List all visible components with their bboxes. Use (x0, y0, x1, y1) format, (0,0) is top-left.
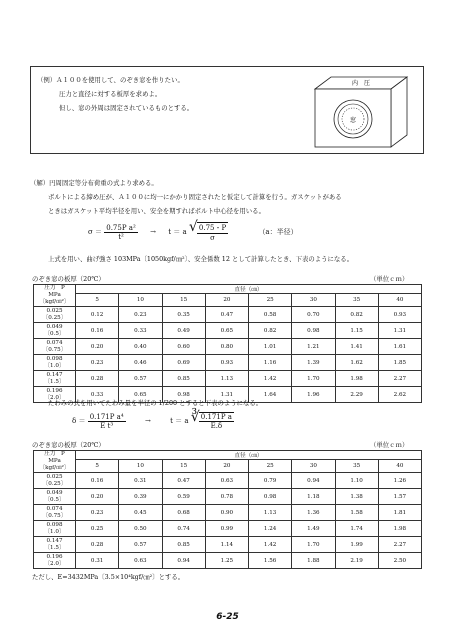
pressure-kgf: 〔1.5〕 (44, 378, 65, 385)
thickness-cell: 0.82 (335, 307, 378, 323)
table-1-title: のぞき窓の板厚（20℃） (32, 275, 105, 283)
thickness-cell: 0.25 (76, 521, 119, 537)
pressure-cell (34, 371, 76, 387)
thickness-cell: 1.74 (335, 521, 378, 537)
thickness-cell: 0.33 (76, 387, 119, 403)
pressure-cell (34, 505, 76, 521)
thickness-cell: 2.27 (378, 537, 421, 553)
pressure-header-line: 圧力 P (44, 451, 65, 458)
pressure-mpa: 0.098 (46, 355, 63, 362)
table-2-title: のぞき窓の板厚（20℃） (32, 441, 105, 449)
formula-1-sqrt-numerator: 0.75・P (198, 224, 227, 232)
window-label: 窓 (349, 117, 357, 124)
pressure-cell (34, 473, 76, 489)
thickness-cell: 0.20 (76, 339, 119, 355)
formula-1-fraction (104, 224, 138, 241)
thickness-cell: 0.50 (119, 521, 162, 537)
thickness-cell: 0.57 (119, 537, 162, 553)
formula-2-result: t ＝ a (170, 417, 189, 425)
thickness-cell: 1.13 (249, 505, 292, 521)
thickness-cell: 0.98 (162, 387, 205, 403)
thickness-cell: 1.21 (292, 339, 335, 355)
table-row (34, 371, 422, 387)
thickness-cell: 0.85 (162, 537, 205, 553)
thickness-cell: 0.23 (76, 505, 119, 521)
pressure-mpa: 0.074 (46, 505, 63, 512)
pressure-header-line: 〔kgf/㎝²〕 (39, 298, 70, 305)
thickness-cell: 0.35 (162, 307, 205, 323)
thickness-cell: 0.63 (205, 473, 248, 489)
thickness-cell: 0.93 (205, 355, 248, 371)
thickness-cell: 1.14 (205, 537, 248, 553)
table-row (34, 355, 422, 371)
thickness-cell: 0.60 (162, 339, 205, 355)
thickness-cell: 1.96 (292, 387, 335, 403)
thickness-cell: 0.23 (119, 307, 162, 323)
thickness-cell: 0.82 (249, 323, 292, 339)
thickness-cell: 1.13 (205, 371, 248, 387)
solution-line-1: （解）円周固定等分布荷重の式より求める。 (30, 179, 158, 187)
diameter-column-header: 20 (205, 460, 248, 473)
formula-1-sqrt-denominator: σ (210, 234, 215, 242)
formula-1-note: （a：半径） (258, 228, 298, 236)
footnote: ただし、E=3432MPa〔3.5×10⁴kgf/㎝²〕とする。 (32, 573, 185, 581)
diameter-column-header: 30 (292, 460, 335, 473)
thickness-cell: 0.28 (76, 371, 119, 387)
thickness-cell: 0.70 (292, 307, 335, 323)
deflection-text: たわみの式を用いてたわみ量を半径の 1/200 とすると下表のようになる。 (48, 399, 263, 407)
pressure-mpa: 0.196 (46, 553, 63, 560)
thickness-cell: 0.80 (205, 339, 248, 355)
pressure-kgf: 〔1.0〕 (44, 528, 65, 535)
internal-pressure-label: 内 圧 (351, 80, 371, 87)
diameter-column-header: 25 (249, 294, 292, 307)
thickness-cell: 0.59 (162, 489, 205, 505)
thickness-cell: 0.57 (119, 371, 162, 387)
example-line-2: 圧力と直径に対する板厚を求めよ。 (59, 90, 162, 98)
deflection-formula (72, 409, 234, 430)
thickness-cell: 1.98 (378, 521, 421, 537)
thickness-cell: 0.16 (76, 323, 119, 339)
pressure-kgf: 〔0.75〕 (42, 512, 67, 519)
pressure-mpa: 0.049 (46, 323, 63, 330)
thickness-cell: 1.31 (378, 323, 421, 339)
diameter-column-header: 20 (205, 294, 248, 307)
thickness-cell: 0.47 (162, 473, 205, 489)
thickness-cell: 0.68 (162, 505, 205, 521)
pressure-header (34, 285, 76, 307)
thickness-cell: 0.28 (76, 537, 119, 553)
thickness-cell: 2.27 (378, 371, 421, 387)
pressure-mpa: 0.147 (46, 537, 63, 544)
thickness-cell: 0.49 (162, 323, 205, 339)
diameter-column-header: 25 (249, 460, 292, 473)
thickness-cell: 1.99 (335, 537, 378, 553)
pressure-kgf: 〔1.5〕 (44, 544, 65, 551)
pressure-header-line: 〔kgf/㎝²〕 (39, 464, 70, 471)
pressure-kgf: 〔1.0〕 (44, 362, 65, 369)
table-row (34, 339, 422, 355)
thickness-cell: 0.78 (205, 489, 248, 505)
table-1-unit: （単位ｃｍ） (370, 275, 409, 283)
thickness-cell: 0.45 (119, 505, 162, 521)
pressure-header-line: 圧力 P (44, 285, 65, 292)
formula-2-sqrt-denominator: E.δ (210, 422, 223, 430)
thickness-cell: 0.69 (162, 355, 205, 371)
thickness-cell: 1.16 (249, 355, 292, 371)
pressure-cell (34, 489, 76, 505)
thickness-table-2 (33, 450, 422, 569)
thickness-cell: 0.93 (378, 307, 421, 323)
thickness-cell: 1.26 (378, 473, 421, 489)
table-row (34, 537, 422, 553)
thickness-cell: 0.94 (292, 473, 335, 489)
pressure-kgf: 〔0.25〕 (42, 314, 67, 321)
thickness-cell: 1.42 (249, 537, 292, 553)
pressure-header (34, 451, 76, 473)
diameter-column-header: 10 (119, 460, 162, 473)
thickness-cell: 0.39 (119, 489, 162, 505)
diameter-column-header: 5 (76, 460, 119, 473)
formula-2-lhs: δ ＝ (72, 417, 86, 425)
diameter-column-header: 30 (292, 294, 335, 307)
bending-stress-formula (88, 219, 298, 242)
thickness-cell: 0.74 (162, 521, 205, 537)
pressure-cell (34, 355, 76, 371)
formula-2-sqrt: ∛ $\frac{\text{0.171P a}}{E.\delta}$ (190, 409, 232, 430)
thickness-cell: 1.25 (205, 553, 248, 569)
thickness-cell: 0.63 (119, 553, 162, 569)
thickness-cell: 0.16 (76, 473, 119, 489)
thickness-cell: 2.19 (335, 553, 378, 569)
formula-2-numerator: 0.171P a⁴ (89, 412, 124, 421)
pressure-cell (34, 307, 76, 323)
pressure-kgf: 〔0.25〕 (42, 480, 67, 487)
pressure-cell (34, 323, 76, 339)
thickness-cell: 0.98 (292, 323, 335, 339)
formula-1-sqrt: √ $\frac{0.75・P}{\sigma}$ (188, 219, 227, 242)
thickness-cell: 0.31 (119, 473, 162, 489)
diameter-column-header: 15 (162, 294, 205, 307)
pressure-cell (34, 553, 76, 569)
solution-line-2: ボルトによる締め圧が、Ａ１００に均一にかかり固定されたと仮定して計算を行う。ガスケットがある (48, 193, 342, 201)
example-box (30, 66, 424, 154)
diameter-column-header: 40 (378, 460, 421, 473)
table-row (34, 553, 422, 569)
thickness-cell: 1.38 (335, 489, 378, 505)
diameter-column-header: 35 (335, 460, 378, 473)
pressure-mpa: 0.196 (46, 387, 63, 394)
thickness-cell: 0.99 (205, 521, 248, 537)
thickness-cell: 1.62 (335, 355, 378, 371)
window-cube-diagram (309, 71, 415, 151)
thickness-cell: 1.58 (335, 505, 378, 521)
diameter-column-header: 5 (76, 294, 119, 307)
solution-line-4: 上式を用い、曲げ強さ 103MPa〔1050kgf/㎝²〕、安全係数 12 として計算したとき、下表のようになる。 (48, 255, 354, 263)
thickness-cell: 1.88 (292, 553, 335, 569)
diameter-column-header: 15 (162, 460, 205, 473)
pressure-mpa: 0.025 (46, 307, 63, 314)
table-row (34, 505, 422, 521)
thickness-cell: 2.62 (378, 387, 421, 403)
thickness-cell: 1.64 (249, 387, 292, 403)
thickness-cell: 0.90 (205, 505, 248, 521)
table-2-unit: （単位ｃｍ） (370, 441, 409, 449)
thickness-cell: 2.50 (378, 553, 421, 569)
example-line-1: （例）Ａ１００を使用して、のぞき窓を作りたい。 (37, 76, 184, 84)
formula-1-denominator: t² (118, 232, 124, 241)
thickness-table-1 (33, 284, 422, 403)
pressure-header-line: MPa (48, 458, 61, 464)
thickness-cell: 1.81 (378, 505, 421, 521)
table-row (34, 521, 422, 537)
thickness-cell: 1.36 (292, 505, 335, 521)
thickness-cell: 1.49 (292, 521, 335, 537)
thickness-cell: 0.20 (76, 489, 119, 505)
pressure-kgf: 〔2.0〕 (44, 560, 65, 567)
thickness-cell: 1.15 (335, 323, 378, 339)
thickness-cell: 1.10 (335, 473, 378, 489)
thickness-cell: 2.29 (335, 387, 378, 403)
pressure-mpa: 0.098 (46, 521, 63, 528)
example-line-3: 但し、窓の外周は固定されているものとする。 (59, 104, 194, 112)
pressure-header-line: MPa (48, 292, 61, 298)
solution-line-3: ときはガスケット平均半径を用い、安全を期すればボルト中心径を用いる。 (48, 207, 265, 215)
pressure-kgf: 〔0.5〕 (44, 496, 65, 503)
pressure-kgf: 〔2.0〕 (44, 394, 65, 401)
diameter-header: 直径（㎝） (76, 451, 422, 460)
thickness-cell: 0.98 (249, 489, 292, 505)
thickness-cell: 0.94 (162, 553, 205, 569)
formula-2-arrow: → (144, 417, 151, 425)
thickness-cell: 1.24 (249, 521, 292, 537)
diameter-column-header: 10 (119, 294, 162, 307)
formula-2-sqrt-numerator: 0.171P a (200, 413, 232, 421)
pressure-cell (34, 521, 76, 537)
pressure-cell (34, 537, 76, 553)
thickness-cell: 1.98 (335, 371, 378, 387)
pressure-mpa: 0.074 (46, 339, 63, 346)
diameter-column-header: 35 (335, 294, 378, 307)
pressure-cell (34, 339, 76, 355)
thickness-cell: 1.85 (378, 355, 421, 371)
thickness-cell: 0.46 (119, 355, 162, 371)
thickness-cell: 1.01 (249, 339, 292, 355)
thickness-cell: 0.65 (119, 387, 162, 403)
thickness-cell: 1.39 (292, 355, 335, 371)
thickness-cell: 0.58 (249, 307, 292, 323)
diameter-column-header: 40 (378, 294, 421, 307)
thickness-cell: 1.70 (292, 537, 335, 553)
thickness-cell: 0.33 (119, 323, 162, 339)
formula-1-lhs: σ ＝ (88, 228, 103, 236)
thickness-cell: 1.42 (249, 371, 292, 387)
page-number: 6-25 (216, 612, 239, 622)
formula-1-result: t ＝ a (168, 228, 187, 236)
thickness-cell: 0.47 (205, 307, 248, 323)
pressure-kgf: 〔0.75〕 (42, 346, 67, 353)
table-row (34, 489, 422, 505)
thickness-cell: 0.23 (76, 355, 119, 371)
formula-2-fraction (88, 413, 126, 430)
table-row (34, 307, 422, 323)
formula-1-arrow: → (150, 228, 156, 236)
thickness-cell: 0.79 (249, 473, 292, 489)
thickness-cell: 0.12 (76, 307, 119, 323)
thickness-cell: 0.65 (205, 323, 248, 339)
formula-1-numerator: 0.75P a² (106, 223, 136, 232)
pressure-kgf: 〔0.5〕 (44, 330, 65, 337)
diameter-header: 直径（㎝） (76, 285, 422, 294)
table-row (34, 323, 422, 339)
thickness-cell: 0.40 (119, 339, 162, 355)
formula-2-denominator: E t³ (100, 421, 114, 430)
thickness-cell: 0.31 (76, 553, 119, 569)
thickness-cell: 1.61 (378, 339, 421, 355)
thickness-cell: 0.85 (162, 371, 205, 387)
table-row (34, 473, 422, 489)
pressure-mpa: 0.025 (46, 473, 63, 480)
thickness-cell: 1.18 (292, 489, 335, 505)
thickness-cell: 1.57 (378, 489, 421, 505)
thickness-cell: 1.56 (249, 553, 292, 569)
pressure-mpa: 0.049 (46, 489, 63, 496)
thickness-cell: 1.41 (335, 339, 378, 355)
thickness-cell: 1.31 (205, 387, 248, 403)
thickness-cell: 1.70 (292, 371, 335, 387)
pressure-mpa: 0.147 (46, 371, 63, 378)
